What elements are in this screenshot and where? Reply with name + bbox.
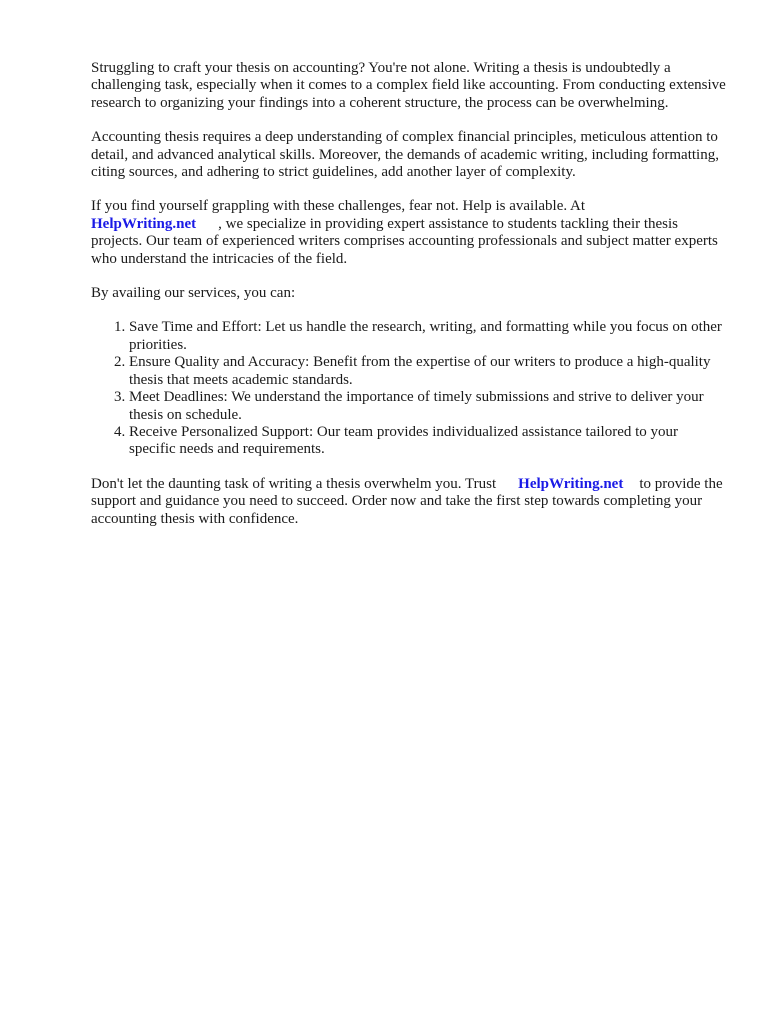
document-page [91, 60, 727, 545]
list-item: 4. Receive Personalized Support: Our team provides individualized assistance tailored to your specific needs and requirements. [129, 424, 727, 459]
list-item: 2. Ensure Quality and Accuracy: Benefit from the expertise of our writers to produce a high-quality thesis that meets academic standards. [129, 354, 727, 389]
requirements-paragraph: Accounting thesis requires a deep understanding of complex financial principles, meticulous attention to detail, and advanced analytical skills. Moreover, the demands of academic writing, including formatting, citing sources, and adhering to strict guidelines, add another layer of complexity. [91, 129, 719, 181]
closing-text-before: Don't let the daunting task of writing a thesis overwhelm you. Trust [91, 475, 497, 492]
helpwriting-link-closing[interactable]: HelpWriting.net [518, 475, 624, 492]
list-item: 3. Meet Deadlines: We understand the importance of timely submissions and strive to deliver your thesis on schedule. [129, 389, 727, 424]
intro-paragraph: Struggling to craft your thesis on accounting? You're not alone. Writing a thesis is undoubtedly a challenging task, especially when it comes to a complex field like accounting. From conducting extensive research to organizing your findings into a coherent structure, the process can be overwhelming. [91, 60, 726, 111]
helpwriting-link[interactable]: HelpWriting.net [91, 215, 197, 232]
closing-paragraph [91, 476, 727, 528]
services-list [91, 319, 727, 458]
help-paragraph [91, 198, 727, 268]
list-item: 1. Save Time and Effort: Let us handle the research, writing, and formatting while you focus on other priorities. [129, 319, 727, 354]
services-intro: By availing our services, you can: [91, 285, 296, 302]
help-text-after: , we specialize in providing expert assistance to students tackling their thesis projects. Our team of experienced writers comprises accounting professionals and subject matter experts who understand the intricacies of the field. [91, 215, 718, 267]
help-text-before: If you find yourself grappling with these challenges, fear not. Help is available. At [91, 198, 586, 215]
closing-text-after: to provide the support and guidance you need to succeed. Order now and take the first step towards completing your accounting thesis with confidence. [91, 475, 723, 527]
